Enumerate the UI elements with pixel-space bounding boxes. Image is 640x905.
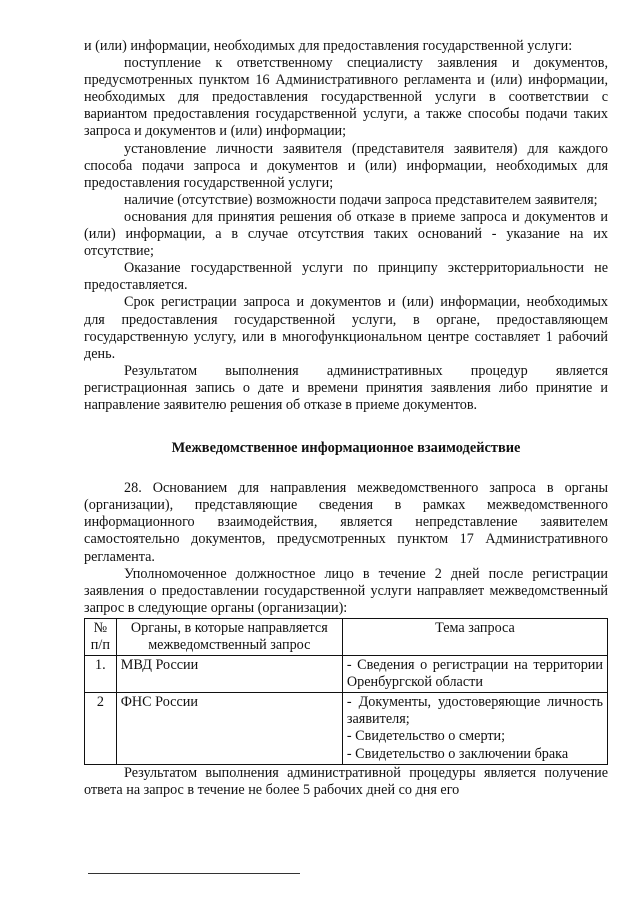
footnote-divider <box>88 873 300 874</box>
table-row <box>85 693 608 764</box>
table-row <box>85 656 608 693</box>
header-number-line1: № <box>93 619 108 636</box>
paragraph: Результатом выполнения административной процедуры является получение ответа на запрос в течение не более 5 рабочих дней со дня его <box>84 764 608 798</box>
top-paragraphs <box>84 38 608 414</box>
section-heading: Межведомственное информационное взаимодействие <box>171 440 521 457</box>
row-number: 2 <box>85 693 117 764</box>
paragraph: 28. Основанием для направления межведомственного запроса в органы (организации), представляющие сведения в рамках межведомственного информационного взаимодействия, является непредставление заявителем самостоятельно документов, предусмотренных пунктом 17 Административного регламента. <box>84 480 608 565</box>
header-number-line2: п/п <box>90 637 110 653</box>
row-organization: ФНС России <box>116 693 342 764</box>
paragraph: Оказание государственной услуги по принципу экстерриториальности не предоставляется. <box>84 260 608 294</box>
row-topic <box>342 656 607 693</box>
topic-item: - Свидетельство о заключении брака <box>346 745 569 762</box>
paragraph: наличие (отсутствие) возможности подачи запроса представителем заявителя; <box>124 191 598 208</box>
row-number: 1. <box>85 656 117 693</box>
paragraph: установление личности заявителя (представителя заявителя) для каждого способа подачи запроса и документов и (или) информации, необходимых для предоставления государственной услуги; <box>84 140 608 191</box>
header-number <box>85 618 117 655</box>
topic-item: - Свидетельство о смерти; <box>346 728 506 745</box>
header-topic: Тема запроса <box>342 618 607 655</box>
paragraph: поступление к ответственному специалисту заявления и документов, предусмотренных пунктом 16 Административного регламента и (или) информации, необходимых для предоставления государственной услуги в соответствии с вариантом предоставления государственной услуги, а также способы подачи таких запроса и документов и (или) информации; <box>84 55 608 140</box>
row-organization: МВД России <box>116 656 342 693</box>
bottom-paragraphs <box>84 765 608 799</box>
row-topic <box>342 693 607 764</box>
topic-item: - Документы, удостоверяющие личность заявителя; <box>346 694 603 728</box>
paragraph: Уполномоченное должностное лицо в течение 2 дней после регистрации заявления о предоставлении государственной услуги направляет межведомственный запрос в следующие органы (организации): <box>84 565 608 616</box>
interagency-request-table <box>84 618 608 765</box>
table-header-row <box>85 618 608 655</box>
header-organization: Органы, в которые направляется межведомственный запрос <box>116 618 342 655</box>
paragraph: Срок регистрации запроса и документов и (или) информации, необходимых для предоставления государственной услуги, в органе, предоставляющем государственную услугу, или в многофункциональном центре составляет 1 рабочий день. <box>84 294 608 362</box>
paragraph: и (или) информации, необходимых для предоставления государственной услуги: <box>84 38 573 54</box>
topic-item: - Сведения о регистрации на территории Оренбургской области <box>346 657 603 691</box>
paragraph: основания для принятия решения об отказе в приеме запроса и документов и (или) информации, а в случае отсутствия таких оснований - указание на их отсутствие; <box>84 208 608 260</box>
mid-paragraphs <box>84 480 608 617</box>
paragraph: Результатом выполнения административных процедур является регистрационная запись о дате и времени принятия заявления либо принятие и направление заявителю решения об отказе в приеме документов. <box>84 362 608 413</box>
